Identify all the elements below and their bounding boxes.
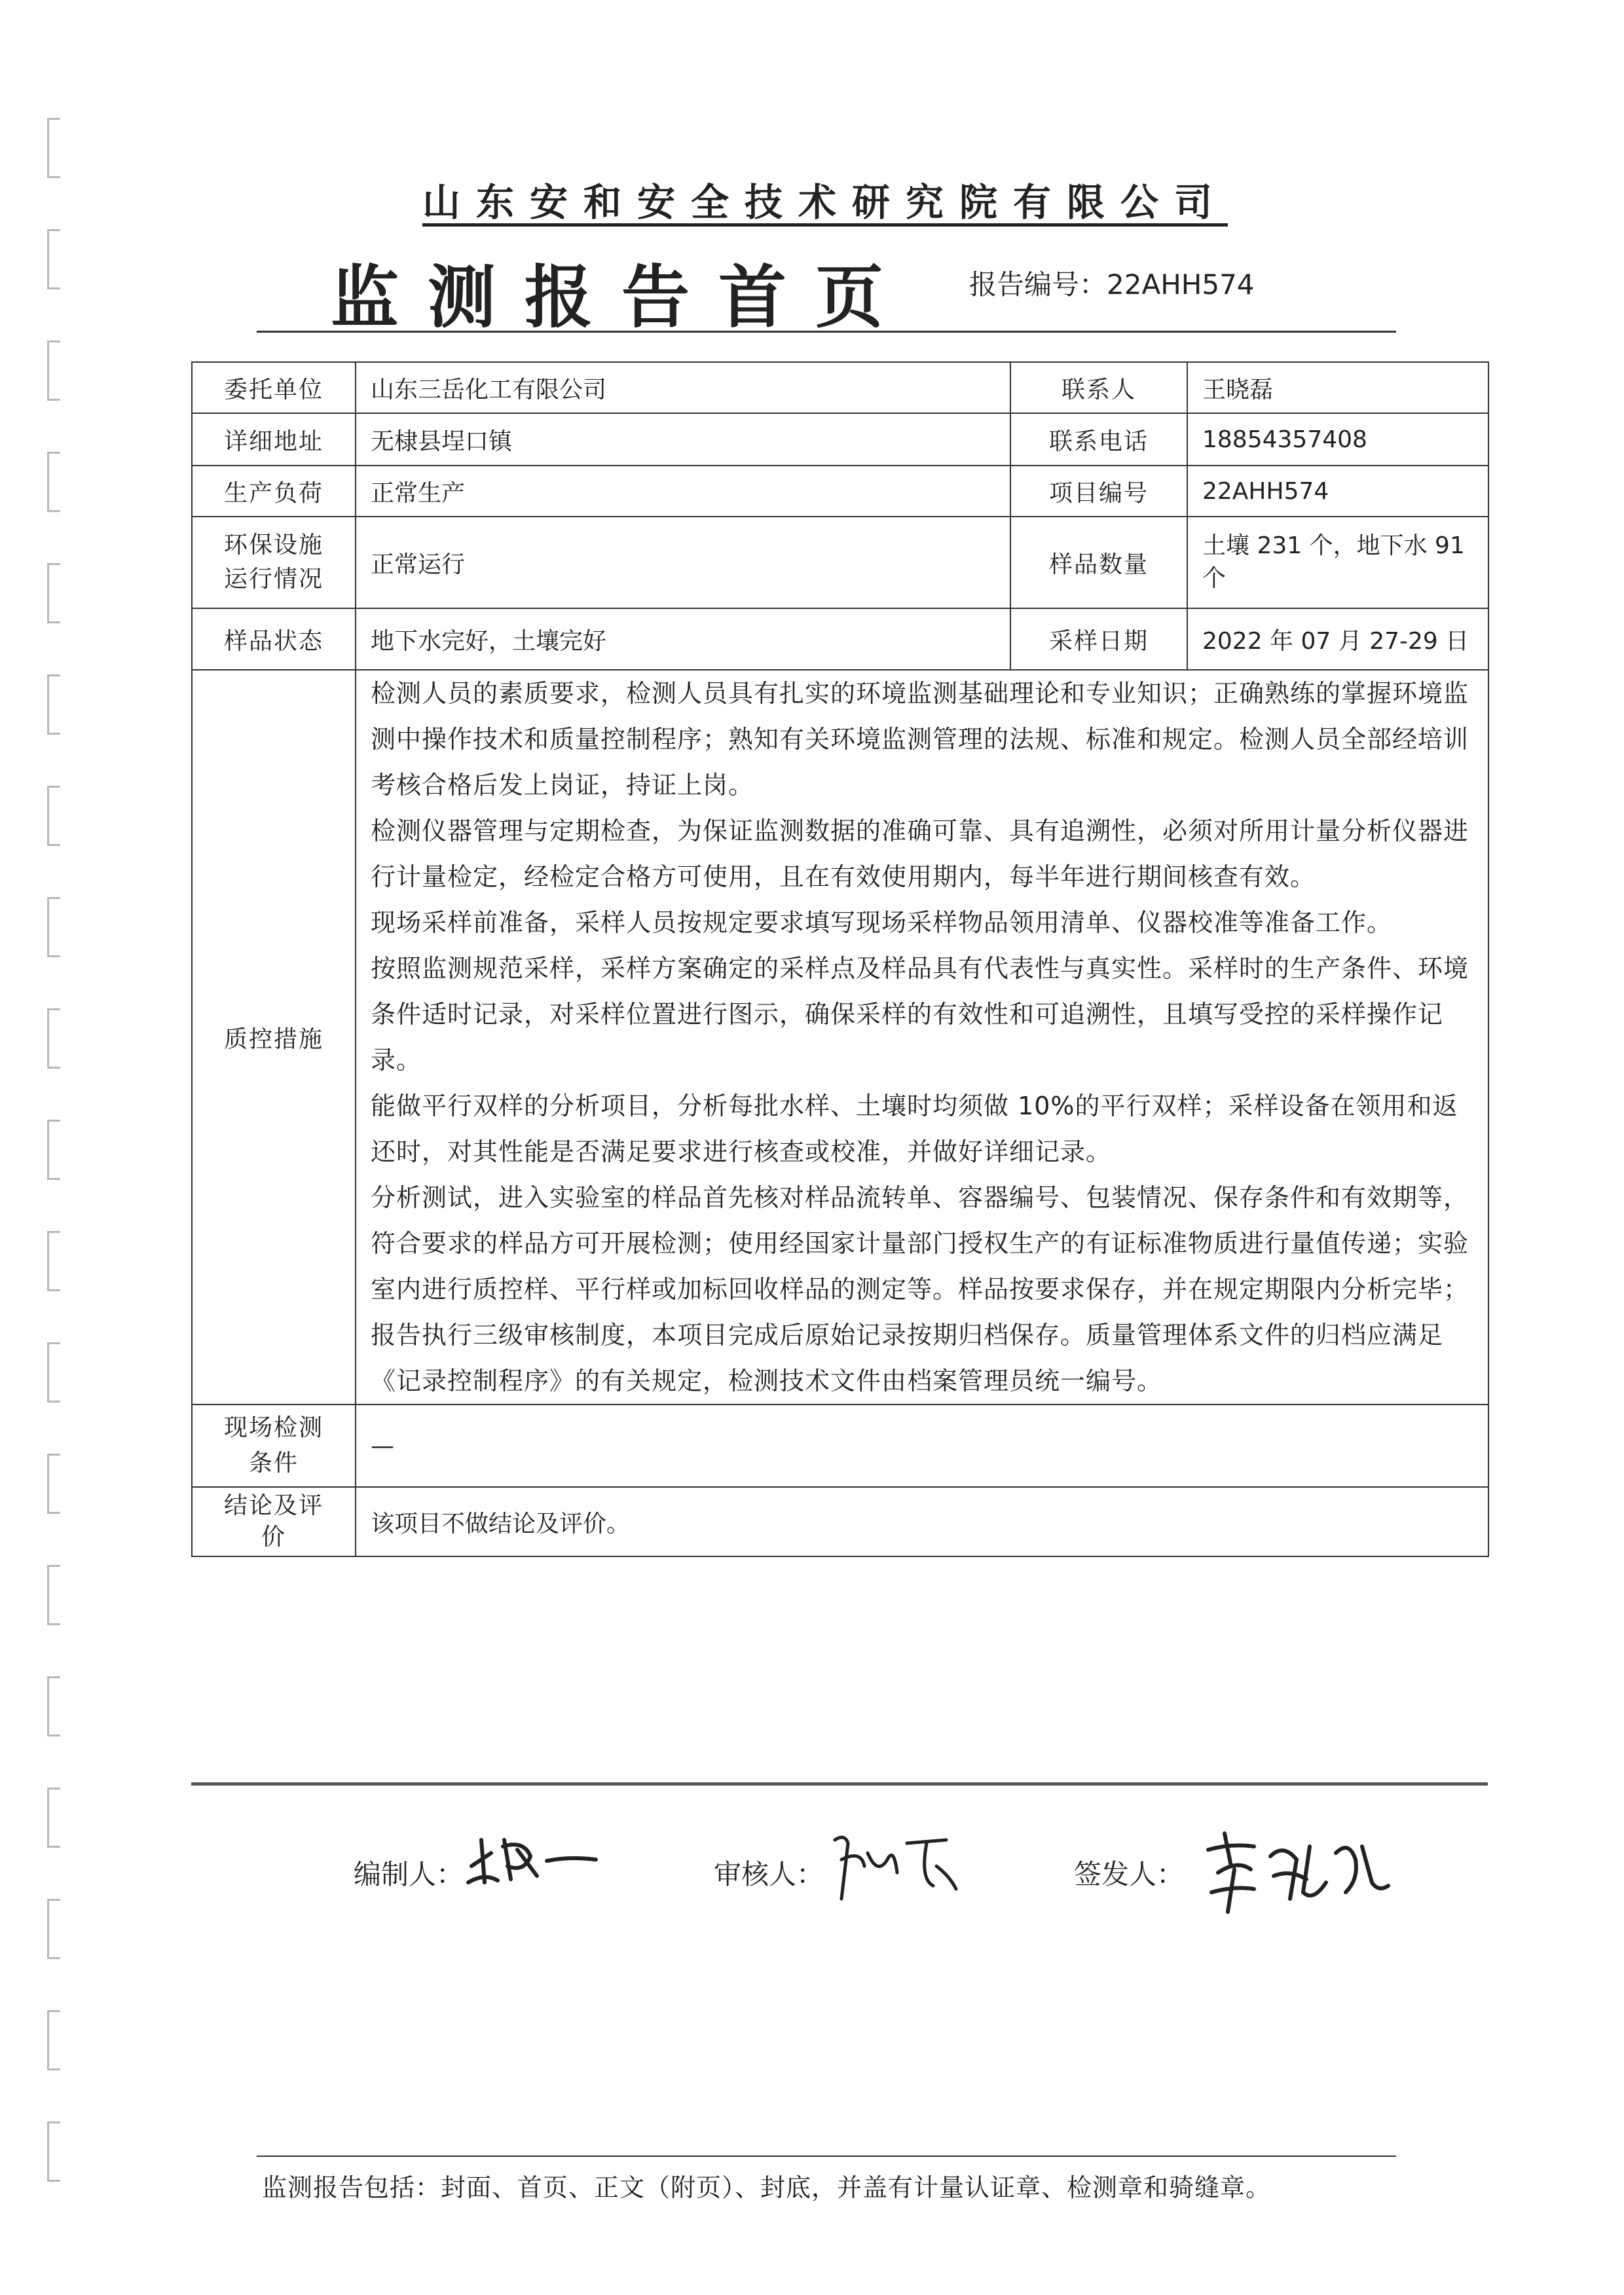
sample-count-value: 土壤 231 个，地下水 91 个	[1187, 517, 1488, 608]
qc-measures	[356, 670, 1488, 1405]
conclusion-value: 该项目不做结论及评价。	[356, 1487, 1488, 1556]
facility-value: 正常运行	[356, 517, 1010, 608]
production-value: 正常生产	[356, 466, 1010, 517]
conclusion-label-line: 结论及评	[223, 1492, 323, 1519]
footer-note: 监测报告包括：封面、首页、正文（附页）、封底，并盖有计量认证章、检测章和骑缝章。	[262, 2173, 1272, 2202]
field-condition-label-line: 条件	[248, 1450, 299, 1477]
report-number	[969, 263, 1255, 303]
binding-mark	[47, 340, 60, 401]
project-no-label: 项目编号	[1010, 466, 1187, 517]
field-condition-label	[192, 1405, 356, 1487]
project-no-value: 22AHH574	[1187, 466, 1488, 517]
sample-state-value: 地下水完好，土壤完好	[356, 608, 1010, 670]
binding-mark	[47, 1454, 60, 1514]
binding-mark	[47, 1788, 60, 1848]
binding-mark	[47, 1676, 60, 1736]
binding-mark	[47, 674, 60, 735]
phone-label: 联系电话	[1010, 413, 1187, 466]
editor-label: 编制人：	[354, 1858, 464, 1890]
info-table	[191, 361, 1489, 1557]
qc-paragraph: 报告执行三级审核制度，本项目完成后原始记录按期归档保存。质量管理体系文件的归档应满足《记录控制程序》的有关规定，检测技术文件由档案管理员统一编号。	[371, 1321, 1444, 1395]
qc-paragraph: 现场采样前准备，采样人员按规定要求填写现场采样物品领用清单、仪器校准等准备工作。	[371, 908, 1393, 937]
phone-value: 18854357408	[1187, 413, 1488, 466]
binding-mark	[47, 1899, 60, 1959]
client-label: 委托单位	[192, 362, 356, 413]
issuer-label: 签发人：	[1074, 1858, 1185, 1890]
contact-label: 联系人	[1010, 362, 1187, 413]
table-row	[192, 670, 1488, 1405]
sample-state-label: 样品状态	[192, 608, 356, 670]
qc-label: 质控措施	[192, 670, 356, 1405]
contact-value: 王晓磊	[1187, 362, 1488, 413]
facility-label-line: 环保设施	[223, 532, 323, 559]
report-number-value: 22AHH574	[1107, 268, 1255, 301]
binding-mark	[47, 229, 60, 289]
conclusion-label	[192, 1487, 356, 1556]
conclusion-label-line: 价	[261, 1524, 286, 1551]
qc-paragraph: 检测仪器管理与定期检查，为保证监测数据的准确可靠、具有追溯性，必须对所用计量分析仪器进行计量检定，经检定合格方可使用，且在有效使用期内，每半年进行期间核查有效。	[371, 817, 1469, 891]
binding-mark	[47, 2121, 60, 2182]
reviewer-label: 审核人：	[714, 1858, 824, 1890]
qc-paragraph: 能做平行双样的分析项目，分析每批水样、土壤时均须做 10%的平行双样；采样设备在领用和返还时，对其性能是否满足要求进行核查或校准，并做好详细记录。	[371, 1092, 1458, 1166]
signature-divider	[191, 1782, 1488, 1786]
table-row	[192, 608, 1488, 670]
table-row	[192, 1487, 1488, 1556]
page-title: 监测报告首页	[331, 257, 913, 337]
reviewer-signature	[822, 1814, 979, 1912]
production-label: 生产负荷	[192, 466, 356, 517]
qc-paragraph: 分析测试，进入实验室的样品首先核对样品流转单、容器编号、包装情况、保存条件和有效期等，符合要求的样品方可开展检测；使用经国家计量部门授权生产的有证标准物质进行量值传递；实验室内进行质控样、平行样或加标回收样品的测定等。样品按要求保存，并在规定期限内分析完毕；	[371, 1183, 1469, 1304]
binding-mark	[47, 1342, 60, 1403]
field-condition-label-line: 现场检测	[223, 1414, 323, 1441]
company-name: 山东安和安全技术研究院有限公司	[422, 180, 1228, 225]
binding-mark	[47, 1008, 60, 1069]
table-row	[192, 466, 1488, 517]
binding-mark	[47, 1120, 60, 1180]
table-row	[192, 413, 1488, 466]
address-label: 详细地址	[192, 413, 356, 466]
facility-label-line: 运行情况	[223, 566, 323, 593]
report-number-label: 报告编号：	[969, 268, 1107, 301]
qc-paragraph: 按照监测规范采样，采样方案确定的采样点及样品具有代表性与真实性。采样时的生产条件、环境条件适时记录，对采样位置进行图示，确保采样的有效性和可追溯性，且填写受控的采样操作记录。	[371, 954, 1469, 1074]
binding-mark	[47, 2010, 60, 2070]
qc-paragraph: 检测人员的素质要求，检测人员具有扎实的环境监测基础理论和专业知识；正确熟练的掌握环境监测中操作技术和质量控制程序；熟知有关环境监测管理的法规、标准和规定。检测人员全部经培训考核合格后发上岗证，持证上岗。	[371, 679, 1469, 799]
table-row	[192, 362, 1488, 413]
facility-label	[192, 517, 356, 608]
binding-mark	[47, 897, 60, 957]
sample-date-label: 采样日期	[1010, 608, 1187, 670]
client-value: 山东三岳化工有限公司	[356, 362, 1010, 413]
footer-divider	[257, 2156, 1396, 2157]
table-row	[192, 1405, 1488, 1487]
field-condition-value: —	[356, 1405, 1488, 1487]
binding-mark	[47, 786, 60, 846]
sample-date-value: 2022 年 07 月 27-29 日	[1187, 608, 1488, 670]
address-value: 无棣县埕口镇	[356, 413, 1010, 466]
title-divider	[257, 331, 1396, 333]
binding-mark	[47, 118, 60, 178]
binding-mark	[47, 1565, 60, 1625]
sample-count-label: 样品数量	[1010, 517, 1187, 608]
binding-mark	[47, 452, 60, 512]
issuer-signature	[1198, 1820, 1395, 1919]
editor-signature	[458, 1820, 602, 1899]
table-row	[192, 517, 1488, 608]
binding-mark	[47, 1231, 60, 1291]
binding-mark	[47, 563, 60, 623]
